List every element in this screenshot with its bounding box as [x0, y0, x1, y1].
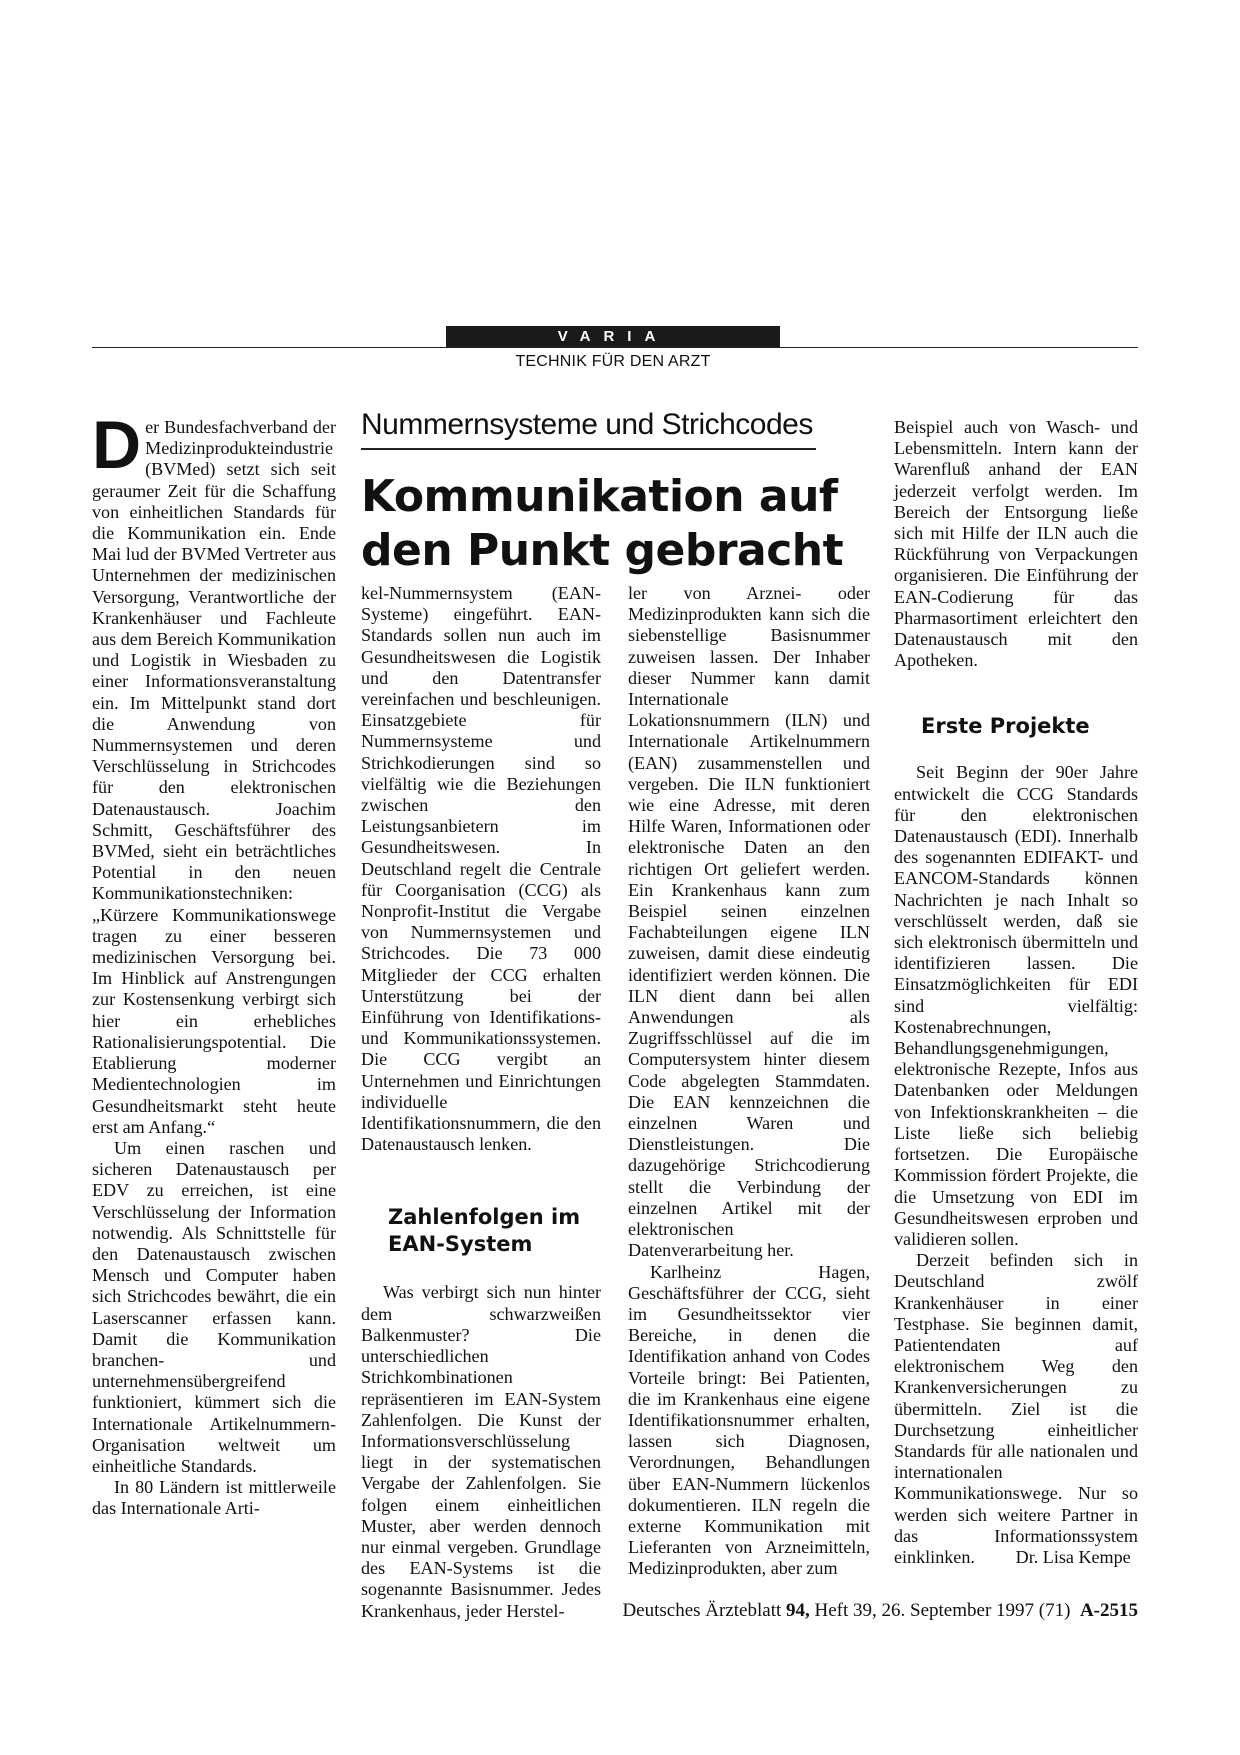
subheading: Erste Projekte — [921, 714, 1090, 739]
article-kicker: Nummernsysteme und Strichcodes — [361, 408, 813, 441]
paragraph-text: er Bundesfachverband der Medizinprodukteindustrie (BVMed) setzt sich seit geraumer Zeit für die Schaffung von einheitlichen Standards für die Kommunikation ein. Ende Mai lud der BVMed Vertreter aus Unternehmen der medizinischen Versorgung, Verantwortliche der Krankenhäuser und Fachleute aus dem Bereich Kommunikation und Logistik in Wiesbaden zu einer Informationsveranstaltung ein. Im Mittelpunkt stand dort die Anwendung von Nummernsystemen und deren Verschlüsselung in Strichcodes für den elektronischen Datenaustausch. Joachim Schmitt, Geschäftsführer des BVMed, sieht ein beträchtliches Potential in den neuen Kommunikationstechniken: „Kürzere Kommunikationswege tragen zu einer besseren medizinischen Versorgung bei. Im Hinblick auf Anstrengungen zur Kostensenkung verbirgt sich hier ein erhebliches Rationalisierungspotential. Die Etablierung moderner Medientechnologien im Gesundheitsmarkt steht heute erst am Anfang.“ — [92, 417, 336, 1137]
column-2 — [361, 583, 601, 1622]
kicker-rule — [361, 448, 816, 450]
paragraph: Um einen raschen und sicheren Datenaustausch per EDV zu erreichen, ist eine Verschlüsselung der Information notwendig. Als Schnittstelle für den Datenaustausch zwischen Mensch und Computer haben sich Strichcodes bewährt, die ein Laserscanner erfassen kann. Damit die Kommunikation branchen- und unternehmensübergreifend funktioniert, kümmert sich die Internationale Artikelnummern-Organisation weltweit um einheitliche Standards. — [92, 1137, 336, 1476]
author-name: Dr. Lisa Kempe — [1015, 1546, 1131, 1567]
page-footer — [560, 1600, 1138, 1622]
article-headline: Kommunikation auf den Punkt gebracht — [361, 471, 844, 576]
paragraph: Was verbirgt sich nun hinter dem schwarzweißen Balkenmuster? Die unterschiedlichen Strichkombinationen repräsentieren im EAN-System Zahlenfolgen. Die Kunst der Informationsverschlüsselung liegt in der systematischen Vergabe der Zahlenfolgen. Sie folgen einem einheitlichen Muster, aber werden dennoch nur einmal vergeben. Grundlage des EAN-Systems ist die sogenannte Basisnummer. Jedes Krankenhaus, jeder Herstel- — [361, 1282, 601, 1621]
issue-info: Heft 39, 26. September 1997 (71) — [814, 1600, 1071, 1621]
paragraph: kel-Nummernsystem (EAN-Systeme) eingeführt. EAN-Standards sollen nun auch im Gesundheitswesen die Logistik und den Datentransfer vereinfachen und beschleunigen. Einsatzgebiete für Nummernsysteme und Strichkodierungen sind so vielfältig wie die Beziehungen zwischen den Leistungsanbietern im Gesundheitswesen. In Deutschland regelt die Centrale für Coorganisation (CCG) als Nonprofit-Institut die Vergabe von Nummernsystemen und Strichcodes. Die 73 000 Mitglieder der CCG erhalten Unterstützung bei der Einführung von Identifikations- und Kommunikationssystemen. Die CCG vergibt an Unternehmen und Einrichtungen individuelle Identifikationsnummern, die den Datenaustausch lenken. — [361, 583, 601, 1155]
paragraph: Seit Beginn der 90er Jahre entwickelt die CCG Standards für den elektronischen Datenaustausch (EDI). Innerhalb des sogenannten EDIFAKT- und EANCOM-Standards können Nachrichten je nach Inhalt so verschlüsselt werden, daß sie sich elektronisch übermitteln und identifizieren lassen. Die Einsatzmöglichkeiten für EDI sind vielfältig: Kostenabrechnungen, Behandlungsgenehmigungen, elektronische Rezepte, Infos aus Datenbanken oder Meldungen von Infektionskrankheiten – die Liste ließe sich beliebig fortsetzen. Die Europäische Kommission fördert Projekte, die die Umsetzung von EDI im Gesundheitswesen erproben und validieren sollen. — [894, 762, 1138, 1249]
paragraph-text: Derzeit befinden sich in Deutschland zwölf Krankenhäuser in einer Testphase. Sie beginnen damit, Patientendaten auf elektronischem Weg den Krankenversicherungen zu übermitteln. Ziel ist die Durchsetzung einheitlicher Standards für alle nationalen und internationalen Kommunikationswege. Nur so werden sich weitere Partner in das Informationssystem einklinken. — [894, 1250, 1138, 1567]
paragraph — [894, 1250, 1138, 1568]
paragraph: ler von Arznei- oder Medizinprodukten kann sich die siebenstellige Basisnummer zuweisen lassen. Der Inhaber dieser Nummer kann damit Internationale Lokationsnummern (ILN) und Internationale Artikelnummern (EAN) zusammenstellen und vergeben. Die ILN funktioniert wie eine Adresse, mit deren Hilfe Waren, Informationen oder elektronische Daten an den richtigen Ort geliefert werden. Ein Krankenhaus kann zum Beispiel seinen einzelnen Fachabteilungen eigene ILN zuweisen, damit diese eindeutig identifiziert werden können. Die ILN dient dann bei allen Anwendungen als Zugriffsschlüssel auf die im Computersystem hinter diesem Code abgelegten Stammdaten. Die EAN kennzeichnen die einzelnen Waren und Dienstleistungen. Die dazugehörige Strichcodierung stellt die Verbindung der einzelnen Artikel mit der elektronischen Datenverarbeitung her. — [628, 583, 870, 1261]
subheading: Zahlenfolgen im EAN-System — [388, 1205, 581, 1257]
journal-volume: 94, — [786, 1600, 810, 1621]
column-4 — [894, 417, 1138, 1568]
page-number: A-2515 — [1079, 1600, 1138, 1621]
column-1 — [92, 407, 336, 1520]
paragraph: Beispiel auch von Wasch- und Lebensmitteln. Intern kann der Warenfluß anhand der EAN jederzeit verfolgt werden. Im Bereich der Entsorgung ließe sich mit Hilfe der ILN auch die Rückführung von Verpackungen organisieren. Die Einführung der EAN-Codierung für das Pharmasortiment erleichtert den Datenaustausch mit den Apotheken. — [894, 417, 1138, 671]
drop-cap: D — [92, 407, 142, 483]
paragraph: In 80 Ländern ist mittlerweile das Internationale Arti- — [92, 1477, 336, 1519]
header-rule — [92, 347, 1138, 348]
journal-name: Deutsches Ärzteblatt — [622, 1600, 782, 1621]
paragraph — [92, 407, 336, 1138]
section-banner: VARIA — [446, 326, 780, 347]
paragraph: Karlheinz Hagen, Geschäftsführer der CCG, sieht im Gesundheitssektor vier Bereiche, in denen die Identifikation anhand von Codes Vorteile bringt: Bei Patienten, die im Krankenhaus eine eigene Identifikationsnummer erhalten, lassen sich Diagnosen, Verordnungen, Behandlungen über EAN-Nummern lückenlos dokumentieren. ILN regeln die externe Kommunikation mit Lieferanten von Arzneimitteln, Medizinprodukten, aber zum — [628, 1261, 870, 1579]
section-label: TECHNIK FÜR DEN ARZT — [515, 353, 711, 370]
column-3 — [628, 583, 870, 1580]
